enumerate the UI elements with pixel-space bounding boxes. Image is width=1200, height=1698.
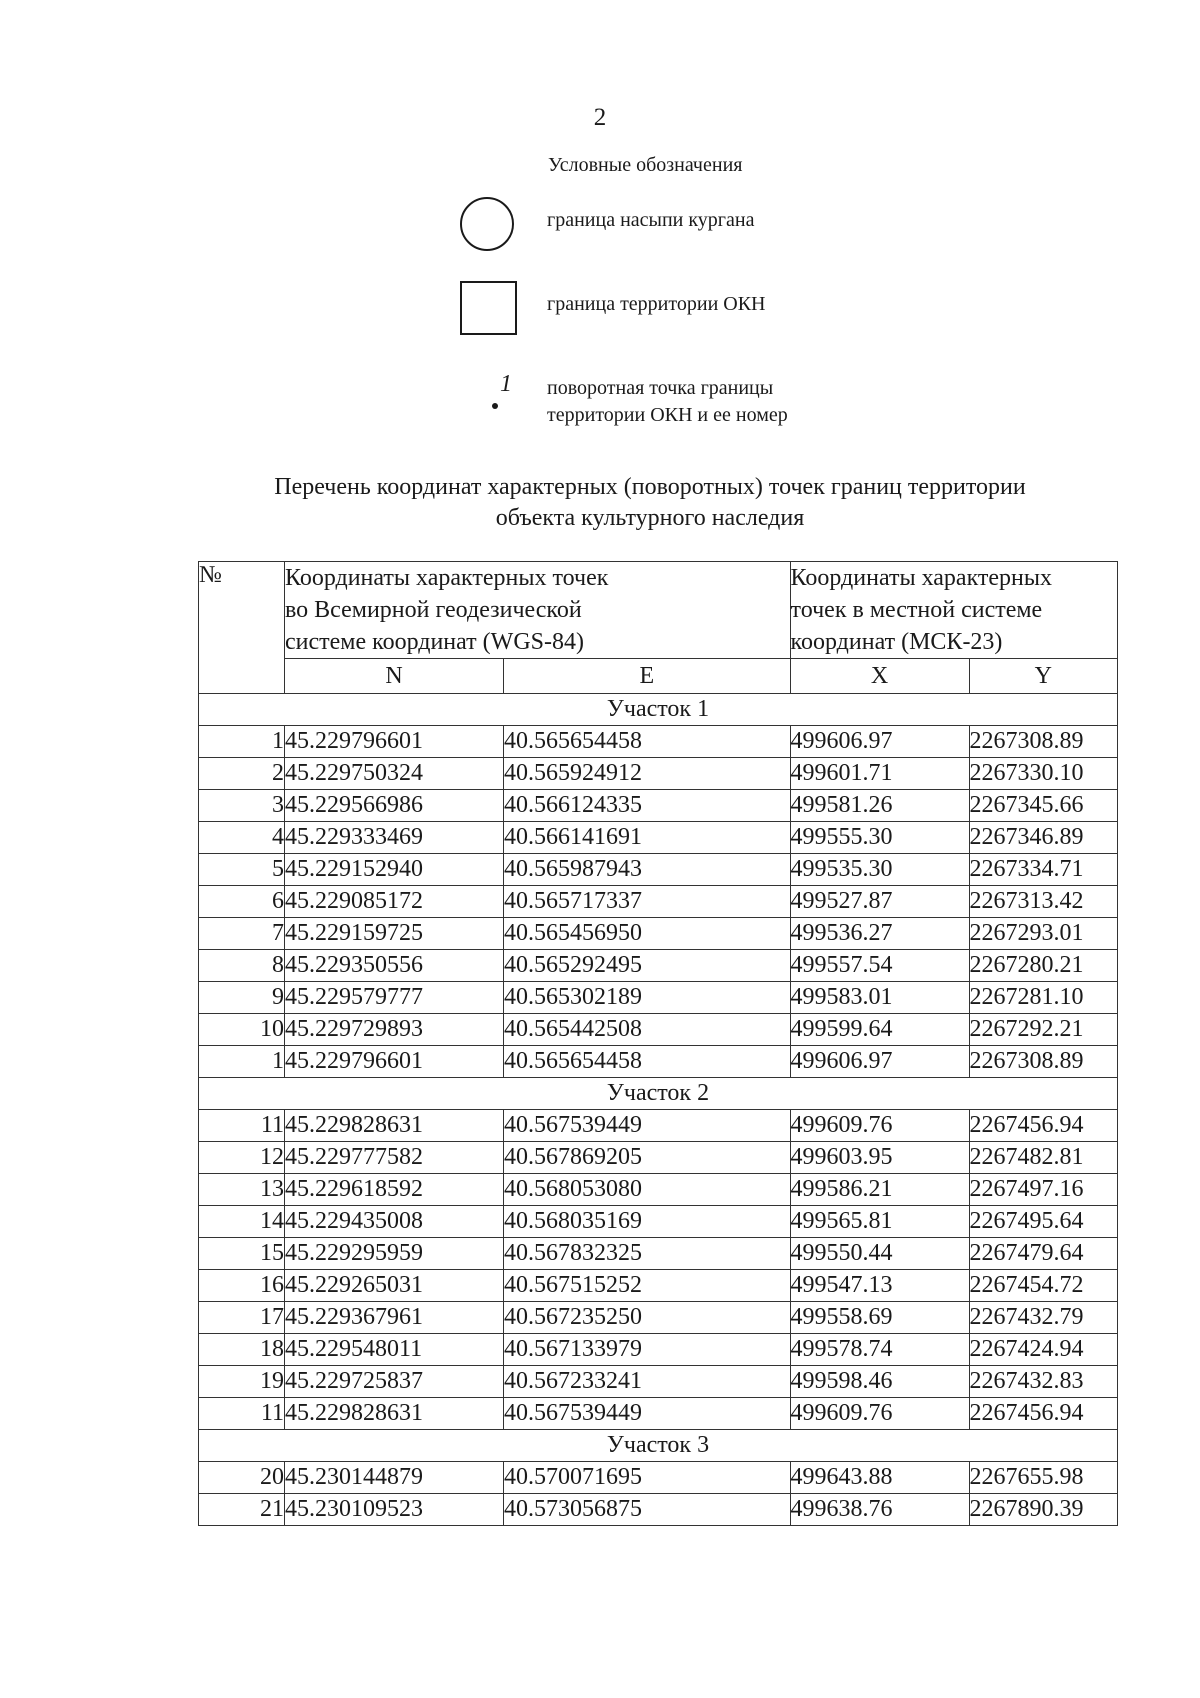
cell-y: 2267454.72 bbox=[969, 1270, 1117, 1302]
cell-y: 2267482.81 bbox=[969, 1142, 1117, 1174]
caption-line2: объекта культурного наследия bbox=[495, 505, 805, 531]
cell-x: 499609.76 bbox=[790, 1110, 969, 1142]
cell-y: 2267280.21 bbox=[969, 950, 1117, 982]
cell-no: 11 bbox=[199, 1398, 285, 1430]
cell-n: 45.229725837 bbox=[285, 1366, 504, 1398]
cell-x: 499535.30 bbox=[790, 854, 969, 886]
cell-no: 2 bbox=[199, 758, 285, 790]
coordinates-table bbox=[198, 561, 1118, 1526]
cell-n: 45.229367961 bbox=[285, 1302, 504, 1334]
cell-y: 2267334.71 bbox=[969, 854, 1117, 886]
cell-n: 45.230144879 bbox=[285, 1462, 504, 1494]
header-msk23 bbox=[790, 562, 1117, 659]
table-row bbox=[199, 726, 1118, 758]
table-row bbox=[199, 918, 1118, 950]
table-row bbox=[199, 950, 1118, 982]
page-number: 2 bbox=[593, 104, 607, 131]
cell-no: 6 bbox=[199, 886, 285, 918]
cell-x: 499586.21 bbox=[790, 1174, 969, 1206]
cell-x: 499547.13 bbox=[790, 1270, 969, 1302]
header-n: N bbox=[285, 659, 504, 694]
cell-y: 2267281.10 bbox=[969, 982, 1117, 1014]
section-row bbox=[199, 694, 1118, 726]
cell-e: 40.565456950 bbox=[504, 918, 791, 950]
header-wgs84-line2: во Всемирной геодезической bbox=[285, 597, 582, 623]
cell-y: 2267655.98 bbox=[969, 1462, 1117, 1494]
table-body bbox=[199, 694, 1118, 1526]
table-row bbox=[199, 1398, 1118, 1430]
cell-n: 45.229085172 bbox=[285, 886, 504, 918]
table-row bbox=[199, 1174, 1118, 1206]
turning-point-icon bbox=[490, 371, 520, 425]
cell-n: 45.229152940 bbox=[285, 854, 504, 886]
cell-x: 499609.76 bbox=[790, 1398, 969, 1430]
header-msk23-line1: Координаты характерных bbox=[790, 565, 1053, 591]
cell-e: 40.565987943 bbox=[504, 854, 791, 886]
cell-e: 40.568053080 bbox=[504, 1174, 791, 1206]
cell-n: 45.229796601 bbox=[285, 1046, 504, 1078]
cell-n: 45.229566986 bbox=[285, 790, 504, 822]
point-number: 1 bbox=[500, 371, 512, 397]
cell-y: 2267424.94 bbox=[969, 1334, 1117, 1366]
header-x: X bbox=[790, 659, 969, 694]
cell-x: 499606.97 bbox=[790, 726, 969, 758]
cell-e: 40.565302189 bbox=[504, 982, 791, 1014]
header-wgs84 bbox=[285, 562, 791, 659]
cell-e: 40.570071695 bbox=[504, 1462, 791, 1494]
cell-e: 40.566124335 bbox=[504, 790, 791, 822]
cell-n: 45.229579777 bbox=[285, 982, 504, 1014]
cell-n: 45.229333469 bbox=[285, 822, 504, 854]
cell-y: 2267308.89 bbox=[969, 726, 1117, 758]
cell-no: 11 bbox=[199, 1110, 285, 1142]
legend-label-line1: поворотная точка границы bbox=[547, 377, 774, 399]
cell-n: 45.229777582 bbox=[285, 1142, 504, 1174]
table-row bbox=[199, 982, 1118, 1014]
cell-no: 7 bbox=[199, 918, 285, 950]
cell-y: 2267495.64 bbox=[969, 1206, 1117, 1238]
cell-no: 4 bbox=[199, 822, 285, 854]
cell-x: 499550.44 bbox=[790, 1238, 969, 1270]
cell-e: 40.565924912 bbox=[504, 758, 791, 790]
cell-x: 499638.76 bbox=[790, 1494, 969, 1526]
cell-y: 2267308.89 bbox=[969, 1046, 1117, 1078]
cell-y: 2267432.83 bbox=[969, 1366, 1117, 1398]
cell-n: 45.229796601 bbox=[285, 726, 504, 758]
table-row bbox=[199, 1302, 1118, 1334]
cell-no: 9 bbox=[199, 982, 285, 1014]
cell-y: 2267890.39 bbox=[969, 1494, 1117, 1526]
table-row bbox=[199, 854, 1118, 886]
cell-x: 499601.71 bbox=[790, 758, 969, 790]
section-row bbox=[199, 1430, 1118, 1462]
cell-y: 2267345.66 bbox=[969, 790, 1117, 822]
cell-e: 40.567233241 bbox=[504, 1366, 791, 1398]
cell-e: 40.565654458 bbox=[504, 1046, 791, 1078]
cell-n: 45.229750324 bbox=[285, 758, 504, 790]
cell-no: 21 bbox=[199, 1494, 285, 1526]
section-title: Участок 1 bbox=[199, 694, 1118, 726]
cell-n: 45.229265031 bbox=[285, 1270, 504, 1302]
subheader-row bbox=[199, 659, 1118, 694]
cell-y: 2267346.89 bbox=[969, 822, 1117, 854]
cell-e: 40.567832325 bbox=[504, 1238, 791, 1270]
header-wgs84-line1: Координаты характерных точек bbox=[285, 565, 609, 591]
section-title: Участок 2 bbox=[199, 1078, 1118, 1110]
cell-no: 1 bbox=[199, 726, 285, 758]
cell-n: 45.230109523 bbox=[285, 1494, 504, 1526]
cell-x: 499581.26 bbox=[790, 790, 969, 822]
cell-e: 40.565442508 bbox=[504, 1014, 791, 1046]
legend-label-line2: территории ОКН и ее номер bbox=[547, 404, 788, 426]
cell-x: 499598.46 bbox=[790, 1366, 969, 1398]
cell-y: 2267456.94 bbox=[969, 1110, 1117, 1142]
cell-no: 15 bbox=[199, 1238, 285, 1270]
cell-y: 2267330.10 bbox=[969, 758, 1117, 790]
cell-no: 5 bbox=[199, 854, 285, 886]
table-row bbox=[199, 886, 1118, 918]
circle-icon bbox=[460, 197, 514, 251]
cell-y: 2267497.16 bbox=[969, 1174, 1117, 1206]
section-row bbox=[199, 1078, 1118, 1110]
cell-no: 18 bbox=[199, 1334, 285, 1366]
cell-e: 40.567235250 bbox=[504, 1302, 791, 1334]
cell-y: 2267313.42 bbox=[969, 886, 1117, 918]
cell-n: 45.229828631 bbox=[285, 1398, 504, 1430]
table-row bbox=[199, 1014, 1118, 1046]
cell-e: 40.566141691 bbox=[504, 822, 791, 854]
cell-e: 40.567133979 bbox=[504, 1334, 791, 1366]
caption-line1: Перечень координат характерных (поворотных) точек границ территории bbox=[274, 474, 1026, 500]
cell-no: 1 bbox=[199, 1046, 285, 1078]
cell-e: 40.565717337 bbox=[504, 886, 791, 918]
cell-y: 2267479.64 bbox=[969, 1238, 1117, 1270]
cell-y: 2267293.01 bbox=[969, 918, 1117, 950]
table-row bbox=[199, 1494, 1118, 1526]
header-y: Y bbox=[969, 659, 1117, 694]
cell-x: 499557.54 bbox=[790, 950, 969, 982]
cell-e: 40.565654458 bbox=[504, 726, 791, 758]
cell-x: 499558.69 bbox=[790, 1302, 969, 1334]
table-row bbox=[199, 758, 1118, 790]
cell-e: 40.567515252 bbox=[504, 1270, 791, 1302]
cell-x: 499536.27 bbox=[790, 918, 969, 950]
cell-no: 3 bbox=[199, 790, 285, 822]
table-row bbox=[199, 1462, 1118, 1494]
cell-x: 499565.81 bbox=[790, 1206, 969, 1238]
cell-no: 13 bbox=[199, 1174, 285, 1206]
cell-n: 45.229435008 bbox=[285, 1206, 504, 1238]
cell-n: 45.229350556 bbox=[285, 950, 504, 982]
table-row bbox=[199, 1238, 1118, 1270]
legend-title: Условные обозначения bbox=[548, 154, 743, 176]
cell-no: 12 bbox=[199, 1142, 285, 1174]
cell-x: 499527.87 bbox=[790, 886, 969, 918]
table-row bbox=[199, 1142, 1118, 1174]
cell-n: 45.229729893 bbox=[285, 1014, 504, 1046]
table-row bbox=[199, 790, 1118, 822]
cell-n: 45.229618592 bbox=[285, 1174, 504, 1206]
cell-n: 45.229159725 bbox=[285, 918, 504, 950]
cell-x: 499643.88 bbox=[790, 1462, 969, 1494]
square-icon bbox=[460, 281, 517, 335]
cell-y: 2267456.94 bbox=[969, 1398, 1117, 1430]
cell-e: 40.567539449 bbox=[504, 1110, 791, 1142]
table-row bbox=[199, 1206, 1118, 1238]
cell-no: 16 bbox=[199, 1270, 285, 1302]
table-row bbox=[199, 1366, 1118, 1398]
table-row bbox=[199, 1046, 1118, 1078]
legend-label: граница территории ОКН bbox=[547, 293, 766, 315]
cell-no: 8 bbox=[199, 950, 285, 982]
cell-n: 45.229828631 bbox=[285, 1110, 504, 1142]
cell-y: 2267432.79 bbox=[969, 1302, 1117, 1334]
cell-e: 40.567539449 bbox=[504, 1398, 791, 1430]
section-title: Участок 3 bbox=[199, 1430, 1118, 1462]
cell-n: 45.229548011 bbox=[285, 1334, 504, 1366]
point-dot bbox=[492, 403, 498, 409]
header-e: E bbox=[504, 659, 791, 694]
cell-no: 20 bbox=[199, 1462, 285, 1494]
header-msk23-line2: точек в местной системе bbox=[790, 597, 1043, 623]
header-row bbox=[199, 562, 1118, 659]
cell-e: 40.565292495 bbox=[504, 950, 791, 982]
cell-x: 499599.64 bbox=[790, 1014, 969, 1046]
cell-x: 499555.30 bbox=[790, 822, 969, 854]
cell-no: 17 bbox=[199, 1302, 285, 1334]
cell-x: 499578.74 bbox=[790, 1334, 969, 1366]
cell-x: 499603.95 bbox=[790, 1142, 969, 1174]
cell-no: 19 bbox=[199, 1366, 285, 1398]
table-row bbox=[199, 1334, 1118, 1366]
table-row bbox=[199, 1270, 1118, 1302]
table-row bbox=[199, 1110, 1118, 1142]
cell-e: 40.573056875 bbox=[504, 1494, 791, 1526]
legend-label: граница насыпи кургана bbox=[547, 209, 755, 231]
cell-e: 40.568035169 bbox=[504, 1206, 791, 1238]
cell-no: 10 bbox=[199, 1014, 285, 1046]
cell-n: 45.229295959 bbox=[285, 1238, 504, 1270]
header-wgs84-line3: системе координат (WGS-84) bbox=[285, 629, 584, 655]
header-number: № bbox=[199, 562, 285, 694]
cell-y: 2267292.21 bbox=[969, 1014, 1117, 1046]
cell-e: 40.567869205 bbox=[504, 1142, 791, 1174]
table-row bbox=[199, 822, 1118, 854]
cell-x: 499583.01 bbox=[790, 982, 969, 1014]
table-caption bbox=[150, 472, 1150, 534]
header-msk23-line3: координат (МСК-23) bbox=[790, 629, 1003, 655]
cell-x: 499606.97 bbox=[790, 1046, 969, 1078]
cell-no: 14 bbox=[199, 1206, 285, 1238]
